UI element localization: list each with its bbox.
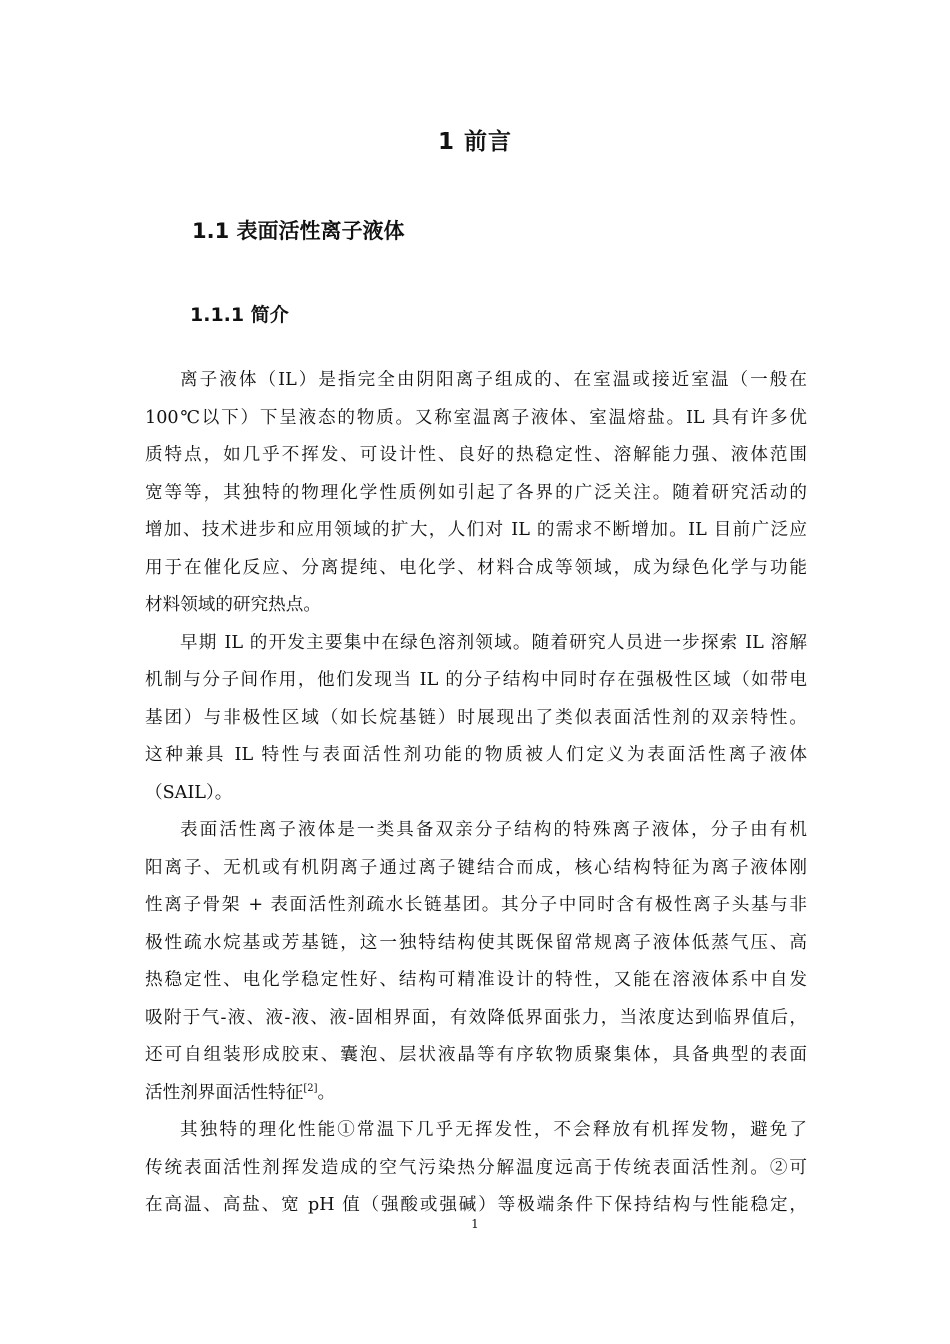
- paragraph-line: [145, 400, 807, 438]
- line-text: 还可自组装形成胶束、囊泡、层状液晶等有序软物质聚集体，具备典型的表面: [145, 1045, 807, 1065]
- line-text: 热稳定性、电化学稳定性好、结构可精准设计的特性，又能在溶液体系中自发: [145, 970, 807, 990]
- paragraph-line: [145, 700, 807, 738]
- section-heading: 1.1 表面活性离子液体: [192, 219, 405, 243]
- paragraph-line: [145, 925, 807, 963]
- line-text: 表面活性离子液体是一类具备双亲分子结构的特殊离子液体，分子由有机: [180, 820, 807, 840]
- paragraph-line: [145, 1000, 807, 1038]
- paragraph-line: [145, 737, 807, 775]
- line-text: 其独特的理化性能①常温下几乎无挥发性，不会释放有机挥发物，避免了: [180, 1120, 807, 1140]
- line-text: 宽等等，其独特的物理化学性质例如引起了各界的广泛关注。随着研究活动的: [145, 482, 807, 503]
- paragraph-line: [145, 662, 807, 700]
- paragraph-line: [145, 962, 807, 1000]
- page-number: 1: [471, 1217, 479, 1231]
- paragraph-line: [145, 1150, 807, 1188]
- line-text: 基团）与非极性区域（如长烷基链）时展现出了类似表面活性剂的双亲特性。: [145, 707, 807, 728]
- line-tail: 。: [317, 1082, 336, 1103]
- line-text: 用于在催化反应、分离提纯、电化学、材料合成等领域，成为绿色化学与功能: [145, 557, 807, 578]
- paragraph-line: [145, 362, 807, 400]
- paragraph-line: [145, 1075, 807, 1113]
- paragraph-line: [145, 550, 807, 588]
- line-text: 机制与分子间作用，他们发现当 IL 的分子结构中同时存在强极性区域（如带电: [145, 670, 807, 690]
- paragraph-line: [145, 775, 807, 813]
- line-text: 吸附于气-液、液-液、液-固相界面，有效降低界面张力，当浓度达到临界值后，: [145, 1007, 807, 1028]
- paragraph-line: [145, 587, 807, 625]
- line-text: 性离子骨架 + 表面活性剂疏水长链基团。其分子中同时含有极性离子头基与非: [145, 895, 807, 915]
- line-text: 这种兼具 IL 特性与表面活性剂功能的物质被人们定义为表面活性离子液体: [145, 745, 807, 765]
- chapter-heading: 1 前言: [437, 129, 512, 155]
- body-text: [145, 362, 807, 1225]
- paragraph-line: [145, 812, 807, 850]
- line-text: 极性疏水烷基或芳基链，这一独特结构使其既保留常规离子液体低蒸气压、高: [145, 932, 807, 953]
- line-text: 早期 IL 的开发主要集中在绿色溶剂领域。随着研究人员进一步探索 IL 溶解: [180, 632, 807, 653]
- line-text: （SAIL）。: [145, 782, 233, 803]
- paragraph-line: [145, 512, 807, 550]
- line-text: 材料领域的研究热点。: [145, 595, 321, 615]
- line-text: 活性剂界面活性特征: [145, 1082, 304, 1103]
- citation-reference[interactable]: [2]: [303, 1082, 318, 1094]
- line-text: 阳离子、无机或有机阴离子通过离子键结合而成，核心结构特征为离子液体刚: [145, 857, 807, 878]
- line-text: 在高温、高盐、宽 pH 值（强酸或强碱）等极端条件下保持结构与性能稳定，: [145, 1195, 807, 1215]
- line-text: 离子液体（IL）是指完全由阴阳离子组成的、在室温或接近室温（一般在: [180, 370, 807, 390]
- line-text: 质特点，如几乎不挥发、可设计性、良好的热稳定性、溶解能力强、液体范围: [145, 445, 807, 465]
- line-text: 100℃以下）下呈液态的物质。又称室温离子液体、室温熔盐。IL 具有许多优: [145, 407, 807, 428]
- line-text: 增加、技术进步和应用领域的扩大，人们对 IL 的需求不断增加。IL 目前广泛应: [145, 520, 807, 540]
- paragraph-line: [145, 850, 807, 888]
- paragraph-line: [145, 625, 807, 663]
- paragraph-line: [145, 1037, 807, 1075]
- paragraph-line: [145, 1112, 807, 1150]
- paragraph-line: [145, 475, 807, 513]
- line-text: 传统表面活性剂挥发造成的空气污染热分解温度远高于传统表面活性剂。②可: [145, 1157, 807, 1178]
- subsection-heading: 1.1.1 简介: [190, 304, 289, 326]
- paragraph-line: [145, 437, 807, 475]
- paragraph-line: [145, 887, 807, 925]
